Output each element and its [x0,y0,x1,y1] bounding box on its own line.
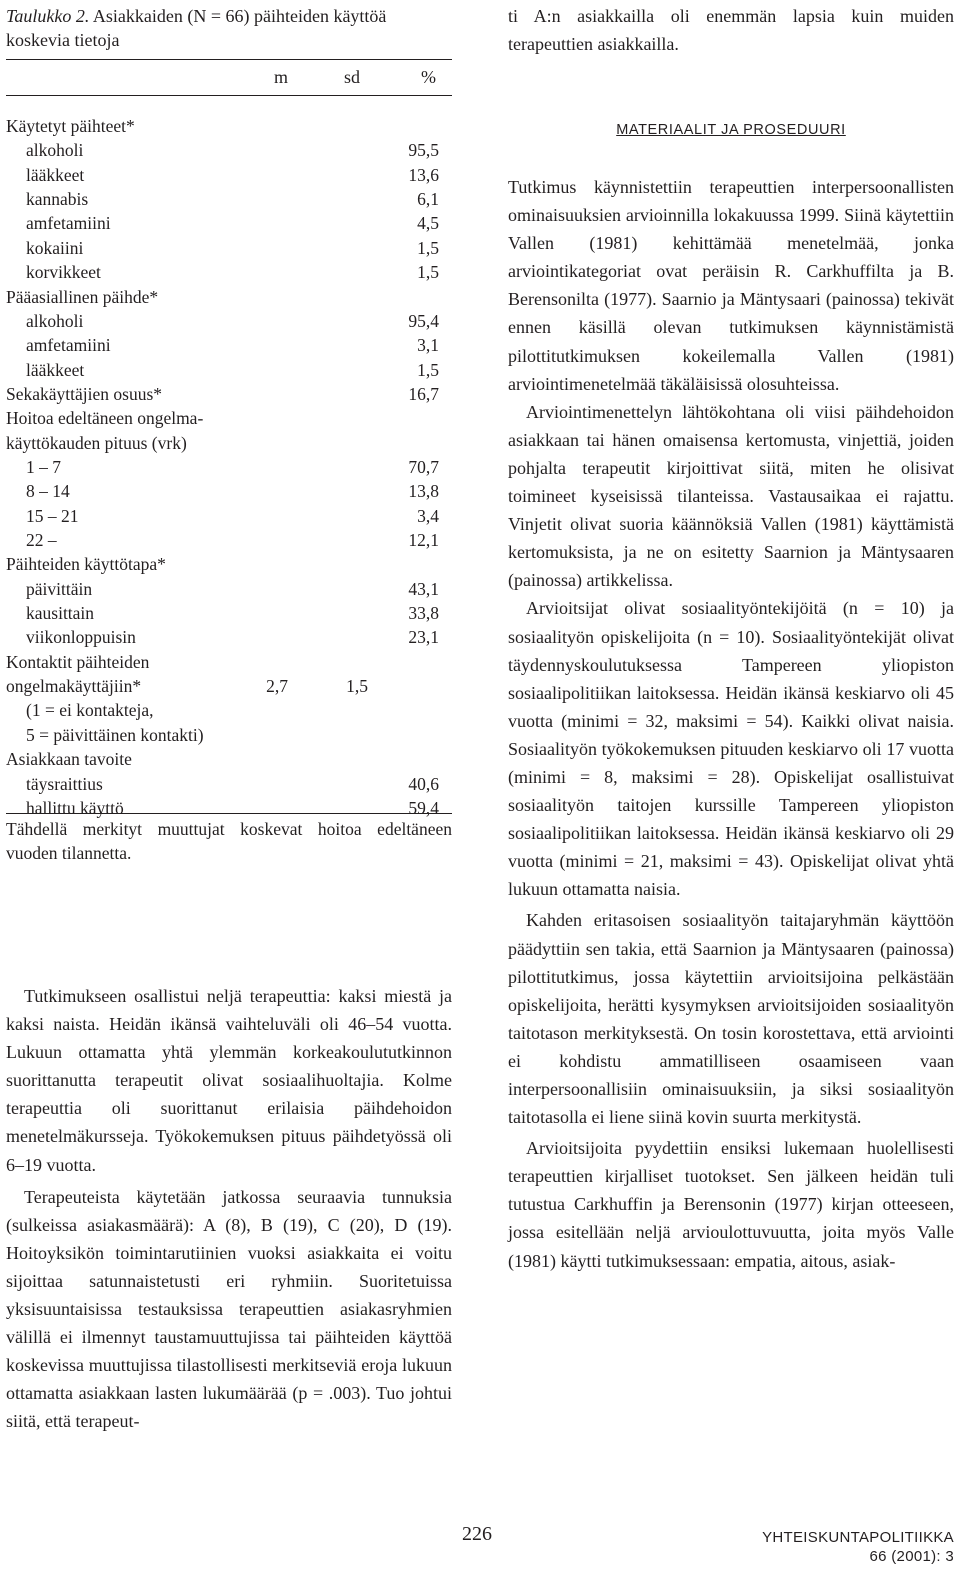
body-paragraph: Arviointimenettelyn lähtökohtana oli viisi päihdehoidon asiakkaan tai hänen omaisensa kertomusta, vinjettiä, joiden pohjalta terapeutit kirjoittivat siitä, miten he olisivat toimineet kyseisissä tilanteissa. Vastausaikaa ei rajattu. Vinjetit olivat suoria käännöksiä Vallen (1981) käyttämistä kertomuksista, ja ne on esitetty Saarnion ja Mäntysaaren (painossa) artikkelissa. [508,401,954,591]
journal-issue: 66 (2001): 3 [869,1548,954,1565]
table-cell-pct: 1,5 [417,359,439,380]
table-cell-label: kannabis [26,189,89,210]
table-cell-pct: 95,5 [408,140,439,161]
table-row [6,479,452,503]
table-cell-label: käyttökauden pituus (vrk) [6,432,187,453]
table-row [6,674,452,698]
table-cell-pct: 16,7 [408,383,439,404]
table-cell-pct: 12,1 [408,530,439,550]
table-row [6,236,452,260]
table-cell-label: 8 – 14 [26,481,70,502]
table-header-pct: % [421,67,436,87]
table-cell-label: Asiakkaan tavoite [6,749,132,770]
table-row [6,382,452,406]
body-paragraph: ti A:n asiakkailla oli enemmän lapsia kuin muiden terapeuttien asiakkailla. [508,6,954,55]
table-cell-label: Pääasiallinen päihde* [6,286,159,307]
table-cell-label: lääkkeet [26,359,85,380]
table-row [6,455,452,479]
table-row [6,309,452,333]
table-caption-label: Taulukko 2. [6,6,90,26]
table-cell-pct: 4,5 [417,213,439,234]
table-cell-label: alkoholi [26,310,84,331]
table-row [6,577,452,601]
table-cell-label: 15 – 21 [26,505,79,526]
table-cell-sd: 1,5 [346,676,368,697]
table-row [6,650,452,674]
table-caption-text: Asiakkaiden (N = 66) päihteiden käyttöä koskevia tietoja [6,6,387,50]
table-row [6,772,452,796]
table-note: Tähdellä merkityt muuttujat koskevat hoitoa edeltäneen vuoden tilannetta. [6,819,452,863]
table-row [6,333,452,357]
table-row [6,163,452,187]
table-cell-label: Sekakäyttäjien osuus* [6,383,163,404]
table-cell-label: lääkkeet [26,164,85,185]
table-cell-label: kokaiini [26,237,84,258]
table-cell-label: Kontaktit päihteiden [6,651,150,672]
body-paragraph: Tutkimukseen osallistui neljä terapeuttia: kaksi miestä ja kaksi naista. Heidän ikänsä vaihteluväli oli 46–54 vuotta. Lukuun ottamatta yhtä ylemmän korkeakoulututkinnon suorittanutta terapeutit olivat sosiaalihuoltajia. Kolme terapeuttia oli suorittanut erilaisia päihdehoidon menetelmäkursseja. Työkokemuksen pituus päihdetyössä oli 6–19 vuotta. [6,986,452,1175]
table-row [6,187,452,211]
body-paragraph: Arvioitsijat olivat sosiaalityöntekijöitä (n = 10) ja sosiaalityön opiskelijoita (n = 10). Sosiaalityöntekijät olivat täydennyskoulutuksessa Tampereen yliopiston sosiaalipolitiikan laitoksessa. Heidän ikänsä keskiarvo oli 45 vuotta (minimi = 32, maksimi = 54). Kaikki olivat naisia. Sosiaalityön työkokemuksen pituuden keskiarvo oli 17 vuotta (minimi = 8, maksimi = 28). Opiskelijat osallistuivat sosiaalityön taitojen kurssille Tampereen yliopiston sosiaalipolitiikan laitoksessa. Heidän ikänsä keskiarvo oli 29 vuotta (minimi = 21, maksimi = 43). Opiskelijat olivat yhtä lukuun ottamatta naisia. [508,598,954,900]
table-cell-label: korvikkeet [26,262,101,283]
table-cell-label: viikonloppuisin [26,627,136,648]
table-cell-label: 5 = päivittäinen kontakti) [26,724,204,745]
table-header-m: m [273,67,288,87]
table-cell-pct: 1,5 [417,262,439,283]
table-cell-m: 2,7 [266,676,288,697]
table-cell-pct: 23,1 [408,627,439,648]
table-cell-pct: 43,1 [408,578,439,599]
table-row [6,431,452,455]
table-row [6,528,452,552]
table-cell-pct: 1,5 [417,237,439,258]
table-header-sd: sd [343,67,360,87]
right-body-text [508,173,954,1275]
table-top-rule [6,59,452,60]
table-cell-pct: 3,1 [417,335,439,356]
table-cell-label: Käytetyt päihteet* [6,116,135,136]
table-cell-label: 22 – [26,530,57,550]
body-paragraph: Kahden eritasoisen sosiaalityön taitajaryhmän käyttöön päädyttiin sen takia, että Saarnion ja Mäntysaaren (painossa) pilottitutkimus, jossa käytettiin arvioitsijoina pelkästään opiskelijoita, herätti kysymyksen arvioitsijoiden sosiaalityön taitotason merkityksestä. On tosin korostettava, että arviointi ei kohdistu ammatilliseen osaamiseen vaan interpersoonallisiin ominaisuuksiin, ja siksi sosiaalityön taitotasolla ei liene siinä kovin suurta merkitystä. [508,910,954,1128]
table-row [6,406,452,430]
table-cell-label: kausittain [26,603,95,623]
table-cell-label: Päihteiden käyttötapa* [6,554,166,575]
body-paragraph: Arvioitsijoita pyydettiin ensiksi lukemaan huolellisesti terapeuttien kirjalliset tuotokset. Sen jälkeen heidän tuli tutustua Carkhuffin ja Berensonin (1977) kirjan otteeseen, jossa esitellään neljä arvioulottuvuutta, joita myös Valle (1981) käytti tutkimuksessaan: empatia, aitous, asiak- [508,1138,954,1271]
page-number: 226 [462,1523,492,1545]
table-cell-pct: 40,6 [408,773,439,794]
table-cell-label: 1 – 7 [26,456,61,477]
table-row [6,747,452,771]
table-row [6,114,452,138]
body-paragraph: Terapeuteista käytetään jatkossa seuraavia tunnuksia (sulkeissa asiakasmäärä): A (8), B (19), C (20), D (19). Hoitoyksikön toimintarutiinien vuoksi asiakkaita ei voitu sijoittaa satunnaistetusti eri ryhmiin. Suoritetuissa yksisuuntaisissa testauksissa terapeuttien asiakasryhmien välillä ei ilmennyt taustamuuttujissa tai päihteiden käyttöä koskevissa muuttujissa tilastollisesti merkitseviä eroja lukuun ottamatta asiakkaan lasten lukumäärää (p = .003). Tuo johtui siitä, että terapeut- [6,1186,452,1432]
table-row [6,260,452,284]
table-cell-pct: 13,6 [408,164,439,185]
table-cell-label: täysraittius [26,773,103,794]
table-row [6,285,452,309]
left-body-text [6,982,452,1436]
table-cell-label: hallittu käyttö [26,797,124,818]
table-row [6,625,452,649]
table-row [6,211,452,235]
journal-footer [762,1528,954,1566]
table-cell-pct: 33,8 [408,603,439,623]
table-bottom-rule [6,813,452,814]
body-paragraph: Tutkimus käynnistettiin terapeuttien interpersoonallisten ominaisuuksien arvioinnilla lokakuussa 1999. Siinä käytettiin Vallen (1981) kehittämää menetelmää, jonka arviointikategoriat ovat peräisin R. Carkhuffilta ja B. Berensonilta (1977). Saarnio ja Mäntysaari (painossa) tekivät ennen käsillä olevan tutkimuksen käynnistämistä pilottitutkimuksen kokeilemalla Vallen (1981) arviointimenetelmää täkäläisissä olosuhteissa. [508,177,954,394]
table-row [6,723,452,747]
section-heading: MATERIAALIT JA PROSEDUURI [616,122,846,138]
table-cell-label: amfetamiini [26,213,111,234]
table-row [6,138,452,162]
table-cell-pct: 13,8 [408,481,439,502]
table-cell-pct: 6,1 [417,189,439,210]
table-cell-label: päivittäin [26,578,93,599]
table-row [6,552,452,576]
table-cell-pct: 95,4 [408,310,439,331]
table-cell-label: amfetamiini [26,335,111,356]
journal-name: YHTEISKUNTAPOLITIIKKA [762,1529,954,1546]
table-cell-label: (1 = ei kontakteja, [26,700,154,721]
table-row [6,601,452,625]
table-header-rule [6,95,452,96]
table-cell-pct: 70,7 [408,456,439,477]
table-row [6,504,452,528]
table-cell-label: ongelmakäyttäjiin* [6,676,142,697]
table-row [6,358,452,382]
table-cell-pct: 59,4 [408,797,439,818]
table-cell-label: Hoitoa edeltäneen ongelma- [6,408,204,429]
table-row [6,698,452,722]
table-caption [6,4,452,52]
table-cell-pct: 3,4 [417,505,439,526]
table-cell-label: alkoholi [26,140,84,161]
